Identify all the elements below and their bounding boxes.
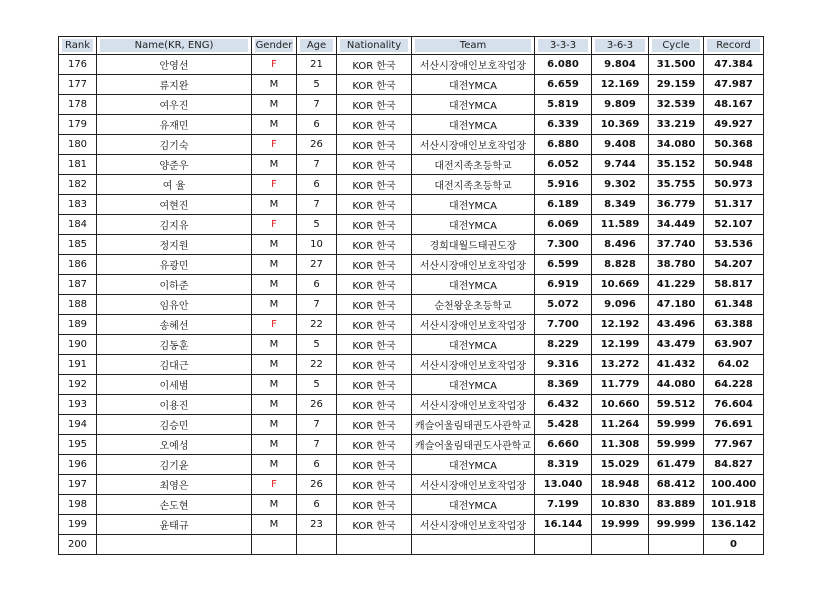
- time-363-cell: 11.264: [592, 415, 649, 435]
- time-363-cell: 11.308: [592, 435, 649, 455]
- age-cell: 5: [297, 335, 337, 355]
- rank-cell: 188: [59, 295, 97, 315]
- gender-cell: F: [252, 475, 297, 495]
- team-cell: [412, 535, 535, 555]
- team-cell: 캐슬어울림태권도사관학교: [412, 415, 535, 435]
- time-333-cell: 6.339: [535, 115, 592, 135]
- name-cell: 김대근: [97, 355, 252, 375]
- time-363-cell: [592, 535, 649, 555]
- time-333-cell: 6.880: [535, 135, 592, 155]
- time-333-cell: 7.300: [535, 235, 592, 255]
- time-333-cell: 6.052: [535, 155, 592, 175]
- team-cell: 캐슬어울림태권도사관학교: [412, 435, 535, 455]
- time-363-cell: 13.272: [592, 355, 649, 375]
- nationality-cell: KOR 한국: [337, 135, 412, 155]
- cycle-cell: 38.780: [649, 255, 704, 275]
- time-333-cell: 5.428: [535, 415, 592, 435]
- record-cell: 101.918: [704, 495, 764, 515]
- table-row: [59, 515, 764, 535]
- team-cell: 서산시장애인보호작업장: [412, 255, 535, 275]
- record-cell: 0: [704, 535, 764, 555]
- name-cell: 송혜선: [97, 315, 252, 335]
- name-cell: [97, 535, 252, 555]
- record-cell: 63.388: [704, 315, 764, 335]
- table-row: [59, 215, 764, 235]
- team-cell: 대전YMCA: [412, 115, 535, 135]
- age-cell: 26: [297, 395, 337, 415]
- nationality-cell: KOR 한국: [337, 515, 412, 535]
- gender-cell: F: [252, 315, 297, 335]
- age-cell: 5: [297, 375, 337, 395]
- name-cell: 유광민: [97, 255, 252, 275]
- record-cell: 48.167: [704, 95, 764, 115]
- name-cell: 이세범: [97, 375, 252, 395]
- nationality-cell: KOR 한국: [337, 95, 412, 115]
- record-cell: 58.817: [704, 275, 764, 295]
- rank-cell: 182: [59, 175, 97, 195]
- record-cell: 50.948: [704, 155, 764, 175]
- header-rank: Rank: [59, 37, 97, 55]
- name-cell: 임유안: [97, 295, 252, 315]
- time-333-cell: 7.700: [535, 315, 592, 335]
- name-cell: 김동훈: [97, 335, 252, 355]
- record-cell: 51.317: [704, 195, 764, 215]
- age-cell: 7: [297, 95, 337, 115]
- name-cell: 양준우: [97, 155, 252, 175]
- team-cell: 순천왕운초등학교: [412, 295, 535, 315]
- name-cell: 김기숙: [97, 135, 252, 155]
- age-cell: 7: [297, 195, 337, 215]
- nationality-cell: KOR 한국: [337, 495, 412, 515]
- name-cell: 손도현: [97, 495, 252, 515]
- table-row: [59, 135, 764, 155]
- cycle-cell: 59.999: [649, 415, 704, 435]
- age-cell: [297, 535, 337, 555]
- cycle-cell: 36.779: [649, 195, 704, 215]
- age-cell: 26: [297, 475, 337, 495]
- time-363-cell: 9.096: [592, 295, 649, 315]
- nationality-cell: KOR 한국: [337, 235, 412, 255]
- team-cell: 대전YMCA: [412, 95, 535, 115]
- time-333-cell: [535, 535, 592, 555]
- age-cell: 6: [297, 115, 337, 135]
- nationality-cell: KOR 한국: [337, 115, 412, 135]
- table-row: [59, 155, 764, 175]
- name-cell: 여현진: [97, 195, 252, 215]
- table-row: [59, 295, 764, 315]
- record-cell: 76.604: [704, 395, 764, 415]
- nationality-cell: KOR 한국: [337, 195, 412, 215]
- time-363-cell: 12.169: [592, 75, 649, 95]
- table-row: [59, 275, 764, 295]
- cycle-cell: 29.159: [649, 75, 704, 95]
- age-cell: 6: [297, 455, 337, 475]
- time-363-cell: 9.408: [592, 135, 649, 155]
- cycle-cell: 35.755: [649, 175, 704, 195]
- time-333-cell: 6.069: [535, 215, 592, 235]
- time-363-cell: 15.029: [592, 455, 649, 475]
- rank-cell: 177: [59, 75, 97, 95]
- time-363-cell: 18.948: [592, 475, 649, 495]
- table-row: [59, 335, 764, 355]
- cycle-cell: 33.219: [649, 115, 704, 135]
- gender-cell: M: [252, 155, 297, 175]
- time-363-cell: 11.589: [592, 215, 649, 235]
- record-cell: 47.987: [704, 75, 764, 95]
- name-cell: 김지유: [97, 215, 252, 235]
- record-cell: 63.907: [704, 335, 764, 355]
- header-nationality: Nationality: [337, 37, 412, 55]
- time-363-cell: 19.999: [592, 515, 649, 535]
- age-cell: 10: [297, 235, 337, 255]
- age-cell: 27: [297, 255, 337, 275]
- time-363-cell: 9.744: [592, 155, 649, 175]
- age-cell: 7: [297, 295, 337, 315]
- team-cell: 서산시장애인보호작업장: [412, 55, 535, 75]
- time-333-cell: 6.080: [535, 55, 592, 75]
- gender-cell: M: [252, 455, 297, 475]
- rank-cell: 198: [59, 495, 97, 515]
- time-333-cell: 5.916: [535, 175, 592, 195]
- gender-cell: F: [252, 55, 297, 75]
- cycle-cell: 34.449: [649, 215, 704, 235]
- nationality-cell: KOR 한국: [337, 55, 412, 75]
- table-row: [59, 115, 764, 135]
- rank-cell: 185: [59, 235, 97, 255]
- record-cell: 50.973: [704, 175, 764, 195]
- nationality-cell: KOR 한국: [337, 75, 412, 95]
- gender-cell: M: [252, 115, 297, 135]
- team-cell: 서산시장애인보호작업장: [412, 475, 535, 495]
- name-cell: 유재민: [97, 115, 252, 135]
- gender-cell: M: [252, 335, 297, 355]
- rank-cell: 199: [59, 515, 97, 535]
- time-333-cell: 5.819: [535, 95, 592, 115]
- time-333-cell: 7.199: [535, 495, 592, 515]
- gender-cell: M: [252, 75, 297, 95]
- table-row: [59, 55, 764, 75]
- rank-cell: 184: [59, 215, 97, 235]
- gender-cell: F: [252, 215, 297, 235]
- team-cell: 대전YMCA: [412, 375, 535, 395]
- table-row: [59, 475, 764, 495]
- table-row: [59, 375, 764, 395]
- age-cell: 21: [297, 55, 337, 75]
- age-cell: 6: [297, 175, 337, 195]
- cycle-cell: 43.496: [649, 315, 704, 335]
- time-363-cell: 10.660: [592, 395, 649, 415]
- name-cell: 최영은: [97, 475, 252, 495]
- rank-cell: 187: [59, 275, 97, 295]
- rank-cell: 186: [59, 255, 97, 275]
- time-333-cell: 6.599: [535, 255, 592, 275]
- time-363-cell: 10.669: [592, 275, 649, 295]
- team-cell: 서산시장애인보호작업장: [412, 135, 535, 155]
- time-333-cell: 6.919: [535, 275, 592, 295]
- time-333-cell: 6.432: [535, 395, 592, 415]
- rank-cell: 178: [59, 95, 97, 115]
- cycle-cell: 32.539: [649, 95, 704, 115]
- age-cell: 22: [297, 315, 337, 335]
- rank-cell: 193: [59, 395, 97, 415]
- header-team: Team: [412, 37, 535, 55]
- cycle-cell: 37.740: [649, 235, 704, 255]
- nationality-cell: KOR 한국: [337, 315, 412, 335]
- nationality-cell: KOR 한국: [337, 475, 412, 495]
- table-row: [59, 75, 764, 95]
- table-row: [59, 255, 764, 275]
- record-cell: 64.228: [704, 375, 764, 395]
- nationality-cell: KOR 한국: [337, 435, 412, 455]
- nationality-cell: KOR 한국: [337, 375, 412, 395]
- rank-cell: 189: [59, 315, 97, 335]
- nationality-cell: [337, 535, 412, 555]
- nationality-cell: KOR 한국: [337, 335, 412, 355]
- cycle-cell: 31.500: [649, 55, 704, 75]
- cycle-cell: 68.412: [649, 475, 704, 495]
- gender-cell: M: [252, 235, 297, 255]
- table-row: [59, 435, 764, 455]
- gender-cell: M: [252, 395, 297, 415]
- time-363-cell: 12.192: [592, 315, 649, 335]
- table-body: [59, 55, 764, 555]
- team-cell: 대전YMCA: [412, 195, 535, 215]
- gender-cell: F: [252, 175, 297, 195]
- time-363-cell: 8.828: [592, 255, 649, 275]
- name-cell: 이하준: [97, 275, 252, 295]
- record-cell: 61.348: [704, 295, 764, 315]
- cycle-cell: 34.080: [649, 135, 704, 155]
- time-363-cell: 10.830: [592, 495, 649, 515]
- record-cell: 47.384: [704, 55, 764, 75]
- gender-cell: M: [252, 375, 297, 395]
- header-363: 3-6-3: [592, 37, 649, 55]
- name-cell: 여 율: [97, 175, 252, 195]
- name-cell: 김승민: [97, 415, 252, 435]
- header-record: Record: [704, 37, 764, 55]
- name-cell: 윤태규: [97, 515, 252, 535]
- table-row: [59, 195, 764, 215]
- cycle-cell: 43.479: [649, 335, 704, 355]
- name-cell: 안영선: [97, 55, 252, 75]
- nationality-cell: KOR 한국: [337, 295, 412, 315]
- record-cell: 52.107: [704, 215, 764, 235]
- age-cell: 26: [297, 135, 337, 155]
- nationality-cell: KOR 한국: [337, 215, 412, 235]
- time-333-cell: 6.659: [535, 75, 592, 95]
- header-gender: Gender: [252, 37, 297, 55]
- header-age: Age: [297, 37, 337, 55]
- time-363-cell: 8.496: [592, 235, 649, 255]
- time-363-cell: 9.804: [592, 55, 649, 75]
- nationality-cell: KOR 한국: [337, 355, 412, 375]
- team-cell: 서산시장애인보호작업장: [412, 395, 535, 415]
- table-row: [59, 535, 764, 555]
- table-row: [59, 415, 764, 435]
- nationality-cell: KOR 한국: [337, 175, 412, 195]
- record-cell: 49.927: [704, 115, 764, 135]
- gender-cell: M: [252, 355, 297, 375]
- rank-cell: 176: [59, 55, 97, 75]
- rank-cell: 197: [59, 475, 97, 495]
- cycle-cell: [649, 535, 704, 555]
- rank-cell: 192: [59, 375, 97, 395]
- table-row: [59, 235, 764, 255]
- gender-cell: M: [252, 495, 297, 515]
- record-cell: 100.400: [704, 475, 764, 495]
- team-cell: 대전YMCA: [412, 215, 535, 235]
- record-cell: 50.368: [704, 135, 764, 155]
- nationality-cell: KOR 한국: [337, 455, 412, 475]
- team-cell: 대전YMCA: [412, 455, 535, 475]
- header-333: 3-3-3: [535, 37, 592, 55]
- header-name: Name(KR, ENG): [97, 37, 252, 55]
- nationality-cell: KOR 한국: [337, 155, 412, 175]
- age-cell: 5: [297, 75, 337, 95]
- gender-cell: F: [252, 135, 297, 155]
- team-cell: 경희대월드태권도장: [412, 235, 535, 255]
- cycle-cell: 61.479: [649, 455, 704, 475]
- header-row: [59, 37, 764, 55]
- name-cell: 류지완: [97, 75, 252, 95]
- time-363-cell: 8.349: [592, 195, 649, 215]
- age-cell: 23: [297, 515, 337, 535]
- gender-cell: M: [252, 435, 297, 455]
- cycle-cell: 99.999: [649, 515, 704, 535]
- time-363-cell: 11.779: [592, 375, 649, 395]
- results-table: [58, 36, 764, 555]
- rank-cell: 179: [59, 115, 97, 135]
- header-cycle: Cycle: [649, 37, 704, 55]
- age-cell: 7: [297, 415, 337, 435]
- table-row: [59, 315, 764, 335]
- nationality-cell: KOR 한국: [337, 275, 412, 295]
- time-333-cell: 8.229: [535, 335, 592, 355]
- team-cell: 대전YMCA: [412, 75, 535, 95]
- table-row: [59, 355, 764, 375]
- cycle-cell: 59.512: [649, 395, 704, 415]
- time-333-cell: 16.144: [535, 515, 592, 535]
- record-cell: 84.827: [704, 455, 764, 475]
- age-cell: 7: [297, 155, 337, 175]
- team-cell: 서산시장애인보호작업장: [412, 515, 535, 535]
- time-333-cell: 6.660: [535, 435, 592, 455]
- age-cell: 6: [297, 275, 337, 295]
- rank-cell: 181: [59, 155, 97, 175]
- name-cell: 이용진: [97, 395, 252, 415]
- time-333-cell: 6.189: [535, 195, 592, 215]
- time-333-cell: 5.072: [535, 295, 592, 315]
- cycle-cell: 44.080: [649, 375, 704, 395]
- rank-cell: 190: [59, 335, 97, 355]
- team-cell: 대전지족초등학교: [412, 155, 535, 175]
- nationality-cell: KOR 한국: [337, 395, 412, 415]
- rank-cell: 191: [59, 355, 97, 375]
- record-cell: 77.967: [704, 435, 764, 455]
- cycle-cell: 83.889: [649, 495, 704, 515]
- team-cell: 대전지족초등학교: [412, 175, 535, 195]
- nationality-cell: KOR 한국: [337, 255, 412, 275]
- nationality-cell: KOR 한국: [337, 415, 412, 435]
- table-row: [59, 495, 764, 515]
- record-cell: 54.207: [704, 255, 764, 275]
- rank-cell: 194: [59, 415, 97, 435]
- cycle-cell: 47.180: [649, 295, 704, 315]
- age-cell: 6: [297, 495, 337, 515]
- name-cell: 오예성: [97, 435, 252, 455]
- cycle-cell: 41.229: [649, 275, 704, 295]
- gender-cell: M: [252, 95, 297, 115]
- team-cell: 서산시장애인보호작업장: [412, 355, 535, 375]
- gender-cell: M: [252, 515, 297, 535]
- gender-cell: M: [252, 415, 297, 435]
- time-333-cell: 8.319: [535, 455, 592, 475]
- record-cell: 136.142: [704, 515, 764, 535]
- gender-cell: [252, 535, 297, 555]
- record-cell: 53.536: [704, 235, 764, 255]
- time-363-cell: 12.199: [592, 335, 649, 355]
- rank-cell: 200: [59, 535, 97, 555]
- team-cell: 대전YMCA: [412, 335, 535, 355]
- age-cell: 5: [297, 215, 337, 235]
- name-cell: 정지원: [97, 235, 252, 255]
- table-row: [59, 175, 764, 195]
- name-cell: 김기윤: [97, 455, 252, 475]
- time-363-cell: 10.369: [592, 115, 649, 135]
- cycle-cell: 59.999: [649, 435, 704, 455]
- table-row: [59, 455, 764, 475]
- team-cell: 서산시장애인보호작업장: [412, 315, 535, 335]
- record-cell: 76.691: [704, 415, 764, 435]
- gender-cell: M: [252, 295, 297, 315]
- table-row: [59, 95, 764, 115]
- time-363-cell: 9.302: [592, 175, 649, 195]
- table-row: [59, 395, 764, 415]
- rank-cell: 180: [59, 135, 97, 155]
- cycle-cell: 41.432: [649, 355, 704, 375]
- gender-cell: M: [252, 255, 297, 275]
- team-cell: 대전YMCA: [412, 275, 535, 295]
- time-333-cell: 13.040: [535, 475, 592, 495]
- rank-cell: 195: [59, 435, 97, 455]
- time-363-cell: 9.809: [592, 95, 649, 115]
- name-cell: 여우진: [97, 95, 252, 115]
- rank-cell: 196: [59, 455, 97, 475]
- team-cell: 대전YMCA: [412, 495, 535, 515]
- rank-cell: 183: [59, 195, 97, 215]
- gender-cell: M: [252, 195, 297, 215]
- time-333-cell: 8.369: [535, 375, 592, 395]
- record-cell: 64.02: [704, 355, 764, 375]
- cycle-cell: 35.152: [649, 155, 704, 175]
- gender-cell: M: [252, 275, 297, 295]
- age-cell: 7: [297, 435, 337, 455]
- age-cell: 22: [297, 355, 337, 375]
- time-333-cell: 9.316: [535, 355, 592, 375]
